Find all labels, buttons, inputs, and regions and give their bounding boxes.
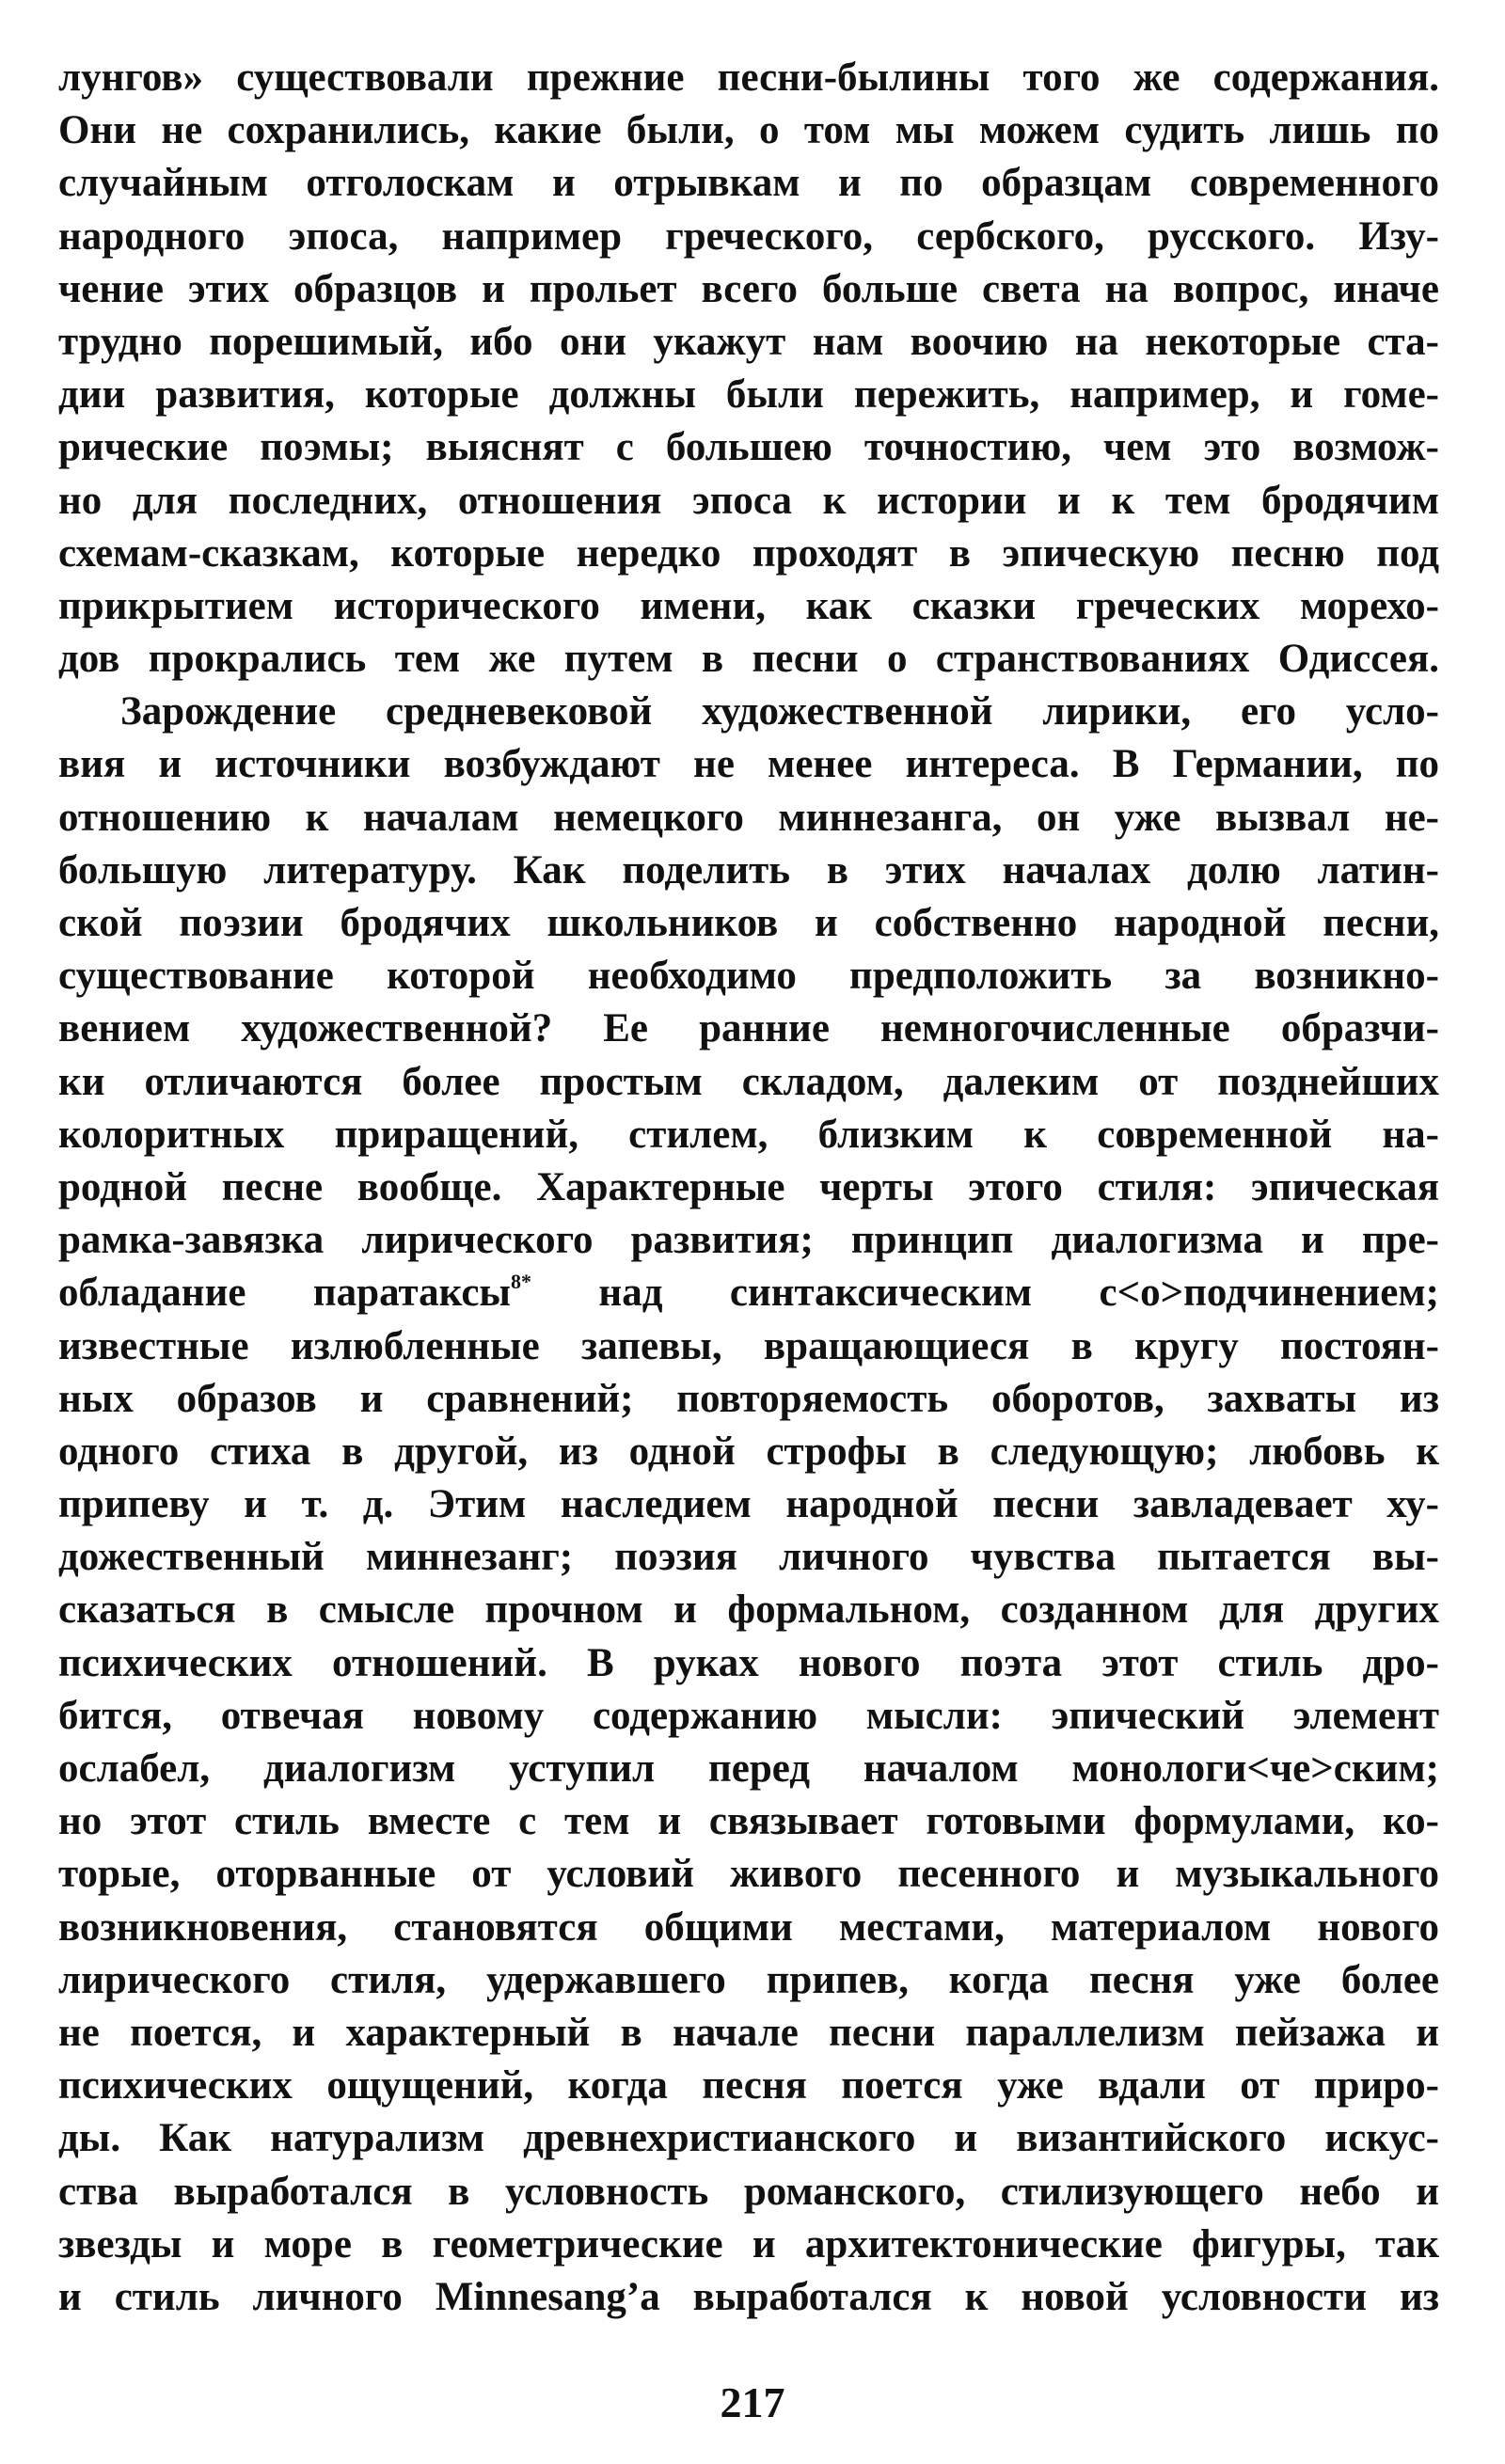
footnote-marker: 8*: [510, 1270, 531, 1294]
text-line: ки отличаются более простым складом, далеким от позднейших: [58, 1059, 1439, 1104]
text-line: обладание паратаксы$^{8*}$ над синтаксическим с<о>подчинением;: [58, 1270, 1439, 1316]
text-line: дов прокрались тем же путем в песни о странствованиях Одиссея.: [58, 637, 1439, 682]
text-line: и стиль личного Minnesang’a выработался к новой условности из: [58, 2274, 1439, 2319]
text-line: ства выработался в условность романского, стилизующего небо и: [58, 2169, 1439, 2214]
text-line: не поется, и характерный в начале песни параллелизм пейзажа и: [58, 2010, 1439, 2055]
text-line: возникновения, становятся общими местами, материалом нового: [58, 1904, 1439, 1950]
text-line: лунгов» существовали прежние песни-былины того же содержания.: [58, 55, 1439, 100]
text-line: дии развития, которые должны были пережить, например, и гоме-: [58, 372, 1439, 418]
text-line: родной песне вообще. Характерные черты этого стиля: эпическая: [58, 1164, 1439, 1209]
text-line: психических ощущений, когда песня поется уже вдали от приро-: [58, 2063, 1439, 2109]
text-line: дожественный миннезанг; поэзия личного чувства пытается вы-: [58, 1535, 1439, 1580]
text-line: случайным отголоскам и отрывкам и по образцам современного: [58, 161, 1439, 206]
text-line: ской поэзии бродячих школьников и собственно народной песни,: [58, 901, 1439, 945]
text-line: но этот стиль вместе с тем и связывает готовыми формулами, ко-: [58, 1799, 1439, 1844]
text-line: прикрытием исторического имени, как сказки греческих морехо-: [58, 583, 1439, 628]
text-line: торые, оторванные от условий живого песенного и музыкального: [58, 1852, 1439, 1897]
text-line: трудно порешимый, ибо они укажут нам воочию на некоторые ста-: [58, 319, 1439, 364]
text-line: бится, отвечая новому содержанию мысли: эпический элемент: [58, 1693, 1439, 1738]
text-line: ды. Как натурализм древнехристианского и византийского искус-: [58, 2116, 1439, 2161]
text-line: ных образов и сравнений; повторяемость оборотов, захваты из: [58, 1376, 1439, 1421]
text-line: сказаться в смысле прочном и формальном, созданном для других: [58, 1587, 1439, 1633]
text-line: схемам-сказкам, которые нередко проходят в эпическую песню под: [58, 530, 1439, 576]
text-line: Они не сохранились, какие были, о том мы можем судить лишь по: [58, 108, 1439, 153]
text-line: существование которой необходимо предположить за возникно-: [58, 954, 1439, 999]
text-line: припеву и т. д. Этим наследием народной песни завладевает ху-: [58, 1482, 1439, 1527]
text-line: одного стиха в другой, из одной строфы в следующую; любовь к: [58, 1429, 1439, 1474]
text-line: но для последних, отношения эпоса к истории и к тем бродячим: [58, 478, 1439, 523]
paragraph: [58, 686, 1439, 2324]
text-line: известные излюбленные запевы, вращающиеся в кругу постоян-: [58, 1323, 1439, 1368]
text-line: колоритных приращений, стилем, близким к современной на-: [58, 1112, 1439, 1157]
page-text: [58, 52, 1439, 2324]
text-line: рические поэмы; выяснят с большею точностию, чем это возмож-: [58, 425, 1439, 470]
text-line: большую литературу. Как поделить в этих началах долю латин-: [58, 847, 1439, 892]
text-line: вением художественной? Ее ранние немногочисленные образчи-: [58, 1006, 1439, 1051]
text-line: лирического стиля, удержавшего припев, когда песня уже более: [58, 1957, 1439, 2002]
text-line: вия и источники возбуждают не менее интереса. В Германии, по: [58, 742, 1439, 787]
page-number: 217: [720, 2378, 785, 2426]
text-line: рамка-завязка лирического развития; принцип диалогизма и пре-: [58, 1218, 1439, 1263]
text-line: ослабел, диалогизм уступил перед началом монологи<че>ским;: [58, 1746, 1439, 1791]
text-line: чение этих образцов и прольет всего больше света на вопрос, иначе: [58, 266, 1439, 311]
text-line: отношению к началам немецкого миннезанга, он уже вызвал не-: [58, 795, 1439, 840]
text-line: звезды и море в геометрические и архитектонические фигуры, так: [58, 2221, 1439, 2267]
text-line: Зарождение средневековой художественной лирики, его усло-: [120, 689, 1439, 734]
text-line: народного эпоса, например греческого, сербского, русского. Изу-: [58, 213, 1439, 259]
paragraph: [58, 52, 1439, 686]
text-line: психических отношений. В руках нового поэта этот стиль дро-: [58, 1640, 1439, 1685]
